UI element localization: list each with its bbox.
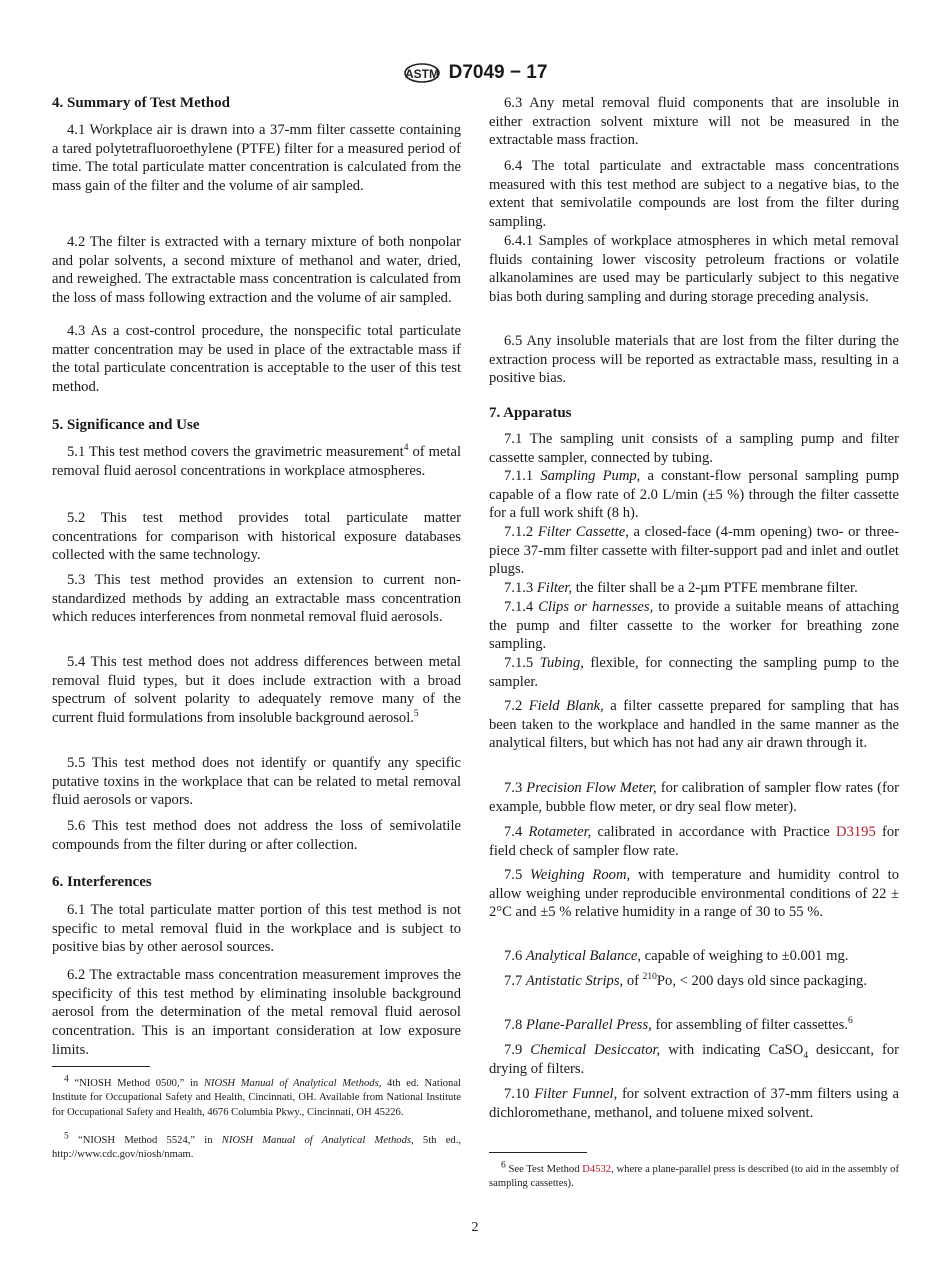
text-run: 7.1 The sampling unit consists of a sampling pump and filter cassette sampler, connected by tubing. — [489, 431, 899, 466]
paragraph — [52, 233, 461, 308]
paragraph — [52, 322, 461, 397]
text-run: desiccant, for drying of filters. — [489, 1042, 899, 1077]
paragraph — [489, 523, 899, 579]
paragraph — [489, 654, 899, 691]
text-run: for field check of sampler flow rate. — [489, 824, 900, 859]
italic-term: Rotameter, — [528, 824, 592, 840]
italic-term: Weighing Room, — [530, 867, 631, 883]
paragraph — [489, 697, 899, 753]
italic-term: Chemical Desiccator, — [530, 1042, 661, 1058]
text-run: 7.9 — [504, 1042, 531, 1058]
text-run: capable of weighing to ±0.001 mg. — [640, 948, 849, 964]
paragraph — [489, 579, 899, 598]
section-heading — [52, 873, 461, 892]
superscript: 6 — [847, 1016, 853, 1027]
text-run: “NIOSH Method 5524,” in — [68, 1135, 222, 1146]
text-run: flexible, for connecting the sampling pump to the sampler. — [489, 655, 899, 690]
text-run: 5.6 This test method does not address the loss of semivolatile compounds from the filter during or after collection. — [52, 818, 461, 853]
superscript: 5 — [413, 709, 419, 720]
italic-term: Filter, — [536, 580, 573, 596]
italic-term: Filter Funnel, — [534, 1086, 618, 1102]
italic-term: Tubing, — [539, 655, 584, 671]
text-run: , 4th ed. National Institute for Occupational Safety and Health, Cincinnati, OH. Available from National Institute for Occupational Safety and Health, 4676 Columbia Pkwy., Cincinnati, OH 45226. — [52, 1078, 462, 1118]
text-run: with temperature and humidity control to allow weighing under reproducible environmental conditions of 22 ± 2°C and ±5 % relative humidity in a range of 30 to 55 %. — [489, 867, 900, 921]
text-run: 7.10 — [504, 1086, 535, 1102]
paragraph — [489, 232, 899, 307]
paragraph — [52, 509, 461, 565]
text-run: 4.3 As a cost-control procedure, the nonspecific total particulate matter concentration may be used in place of the extractable mass if the total particulate concentration is acceptable to the user of this test method. — [52, 323, 461, 396]
text-run: Po, < 200 days old since packaging. — [656, 973, 867, 989]
text-run: 7.1.3 — [504, 580, 537, 596]
italic-term: Clips or harnesses, — [538, 599, 654, 615]
text-run: 5.5 This test method does not identify or quantify any specific putative toxins in the workplace that can be related to metal removal fluid aerosols or vapors. — [52, 755, 461, 809]
text-run: 6.4 The total particulate and extractable mass concentrations measured with this test method are subject to a negative bias, to the extent that semivolatile compounds are lost from the filter during sampling. — [489, 158, 899, 231]
text-run: 5.2 This test method provides total particulate matter concentrations for comparison with historical exposure databases collected with the same technology. — [52, 510, 461, 564]
text-run: 4.2 The filter is extracted with a ternary mixture of both nonpolar and polar solvents, a second mixture of methanol and water, dried, and reweighed. The extractable mass concentration is calculated from the loss of mass following extraction and the volume of air sampled. — [52, 234, 461, 307]
text-run: for calibration of sampler flow rates (for example, bubble flow meter, or dry seal flow meter). — [489, 780, 899, 815]
footnote — [52, 1074, 462, 1120]
paragraph — [489, 947, 899, 966]
text-run: a closed-face (4-mm opening) two- or three-piece 37-mm filter cassette with filter-support pad and inlet and outlet plugs. — [489, 524, 899, 578]
text-run: 6.4.1 Samples of workplace atmospheres in which metal removal fluids containing lower viscosity petroleum fractions or volatile alkanolamines are used may be particularly subject to this negative bias both during sampling and during storage preceding analysis. — [489, 233, 899, 306]
text-run: of metal removal fluid aerosol concentrations in workplace atmospheres. — [52, 444, 461, 479]
italic-term: NIOSH Manual of Analytical Methods — [221, 1135, 412, 1146]
paragraph — [52, 653, 461, 728]
text-run: 6.2 The extractable mass concentration measurement improves the specificity of this test method by eliminating insoluble background aerosol from the determination of the metal removal fluid aerosol concentration. This is an important consideration at low exposure limits. — [52, 967, 461, 1058]
italic-term: Precision Flow Meter, — [526, 780, 657, 796]
text-run: , 5th ed., http://www.cdc.gov/niosh/nmam. — [52, 1135, 461, 1161]
text-run: for assembling of filter cassettes. — [651, 1017, 848, 1033]
italic-term: Antistatic Strips, — [525, 973, 624, 989]
text-run: 7.7 — [504, 973, 526, 989]
italic-term: Plane-Parallel Press, — [525, 1017, 652, 1033]
text-run: 7.1.4 — [504, 599, 539, 615]
superscript: 6 — [501, 1160, 506, 1171]
text-run: 7.4 — [504, 824, 529, 840]
text-run: 7.1.1 — [504, 468, 541, 484]
paragraph — [52, 754, 461, 810]
astm-logo-icon — [403, 58, 441, 88]
section-heading — [489, 404, 899, 423]
text-run: to provide a suitable means of attaching the pump and filter cassette to the worker for breathing zone sampling. — [489, 599, 900, 653]
document-designation: D7049 − 17 — [448, 62, 548, 83]
section-heading — [52, 94, 461, 113]
text-run: 7.6 — [504, 948, 526, 964]
paragraph — [489, 823, 899, 860]
text-run: of — [623, 973, 643, 989]
paragraph — [489, 467, 899, 523]
text-run: 5. Significance and Use — [52, 417, 200, 433]
section-heading — [52, 416, 461, 435]
paragraph — [489, 866, 899, 922]
paragraph — [489, 157, 899, 232]
text-run: a filter cassette prepared for sampling that has been taken to the workplace and handled in the same manner as the analytical filters, but which has not had any air drawn through it. — [489, 698, 900, 752]
text-run: “NIOSH Method 0500,” in — [68, 1078, 204, 1089]
superscript: 4 — [64, 1074, 69, 1085]
paragraph — [489, 1085, 899, 1122]
italic-term: Filter Cassette, — [537, 524, 629, 540]
text-run: for solvent extraction of 37-mm filters using a dichloromethane, methanol, and toluene mixed solvent. — [489, 1086, 899, 1121]
paragraph — [489, 430, 899, 467]
paragraph — [489, 598, 899, 654]
text-run: 7.3 — [504, 780, 527, 796]
text-run: 5.3 This test method provides an extension to current non-standardized methods by adding an extractable mass concentration which reduces interferences from nonmetal removal fluid aerosols. — [52, 572, 461, 626]
svg-text:ASTM: ASTM — [404, 67, 439, 81]
italic-term: Sampling Pump, — [540, 468, 641, 484]
subscript: 4 — [803, 1050, 809, 1061]
text-run: 6. Interferences — [52, 874, 152, 890]
text-run: 7.1.2 — [504, 524, 538, 540]
text-run: 6.3 Any metal removal fluid components that are insoluble in either extraction solvent mixture will not be measured in the extractable mass fraction. — [489, 95, 899, 149]
paragraph — [489, 972, 899, 991]
paragraph — [489, 332, 899, 388]
italic-term: Analytical Balance, — [525, 948, 641, 964]
footnote — [489, 1160, 899, 1192]
italic-term: Field Blank, — [528, 698, 604, 714]
text-run: 6.5 Any insoluble materials that are lost from the filter during the extraction process will be reported as extractable mass, resulting in a positive bias. — [489, 333, 899, 387]
text-run: 5.1 This test method covers the gravimetric measurement — [67, 444, 404, 460]
italic-term: NIOSH Manual of Analytical Methods — [203, 1078, 379, 1089]
page-number: 2 — [471, 1220, 479, 1235]
superscript: 210 — [642, 972, 657, 983]
text-run: See Test Method — [505, 1164, 583, 1175]
paragraph — [52, 901, 461, 957]
text-run: calibrated in accordance with Practice — [591, 824, 837, 840]
paragraph — [489, 1016, 899, 1035]
text-run: 7. Apparatus — [489, 405, 572, 421]
reference-link[interactable]: D3195 — [836, 824, 876, 840]
superscript: 5 — [64, 1131, 69, 1142]
paragraph — [52, 443, 461, 480]
text-run: 5.4 This test method does not address differences between metal removal fluid types, but it does include extraction with a broad spectrum of solvent polarity to adequately remove many of the current fluid formulations from insoluble background aerosol. — [52, 654, 461, 727]
footnote — [52, 1131, 461, 1163]
paragraph — [52, 966, 461, 1060]
text-run: a constant-flow personal sampling pump capable of a flow rate of 2.0 L/min (±5 %) through the filter cassette for a full work shift (8 h). — [489, 468, 899, 522]
superscript: 4 — [403, 443, 409, 454]
footnote-divider — [489, 1152, 587, 1153]
text-run: 4. Summary of Test Method — [52, 95, 230, 111]
paragraph — [489, 1041, 899, 1078]
text-run: , where a plane-parallel press is described (to aid in the assembly of sampling cassettes). — [489, 1164, 899, 1190]
paragraph — [52, 817, 461, 854]
text-run: 4.1 Workplace air is drawn into a 37-mm filter cassette containing a tared polytetrafluoroethylene (PTFE) filter for a measured period of time. The total particulate matter concentration is calculated from the mass gain of the filter and the volume of air sampled. — [52, 122, 461, 195]
paragraph — [52, 571, 461, 627]
text-run: 7.5 — [504, 867, 531, 883]
text-run: 7.1.5 — [504, 655, 540, 671]
text-run: 6.1 The total particulate matter portion of this test method is not specific to metal removal fluid in the workplace and is subject to positive bias by other aerosol sources. — [52, 902, 461, 956]
paragraph — [489, 779, 899, 816]
paragraph — [52, 121, 461, 196]
text-run: 7.2 — [504, 698, 529, 714]
text-run: with indicating CaSO — [660, 1042, 804, 1058]
text-run: the filter shall be a 2-µm PTFE membrane filter. — [572, 580, 858, 596]
paragraph — [489, 94, 899, 150]
footnote-divider — [52, 1066, 150, 1067]
page-header — [0, 58, 950, 88]
reference-link[interactable]: D4532 — [582, 1164, 612, 1175]
text-run: 7.8 — [504, 1017, 526, 1033]
